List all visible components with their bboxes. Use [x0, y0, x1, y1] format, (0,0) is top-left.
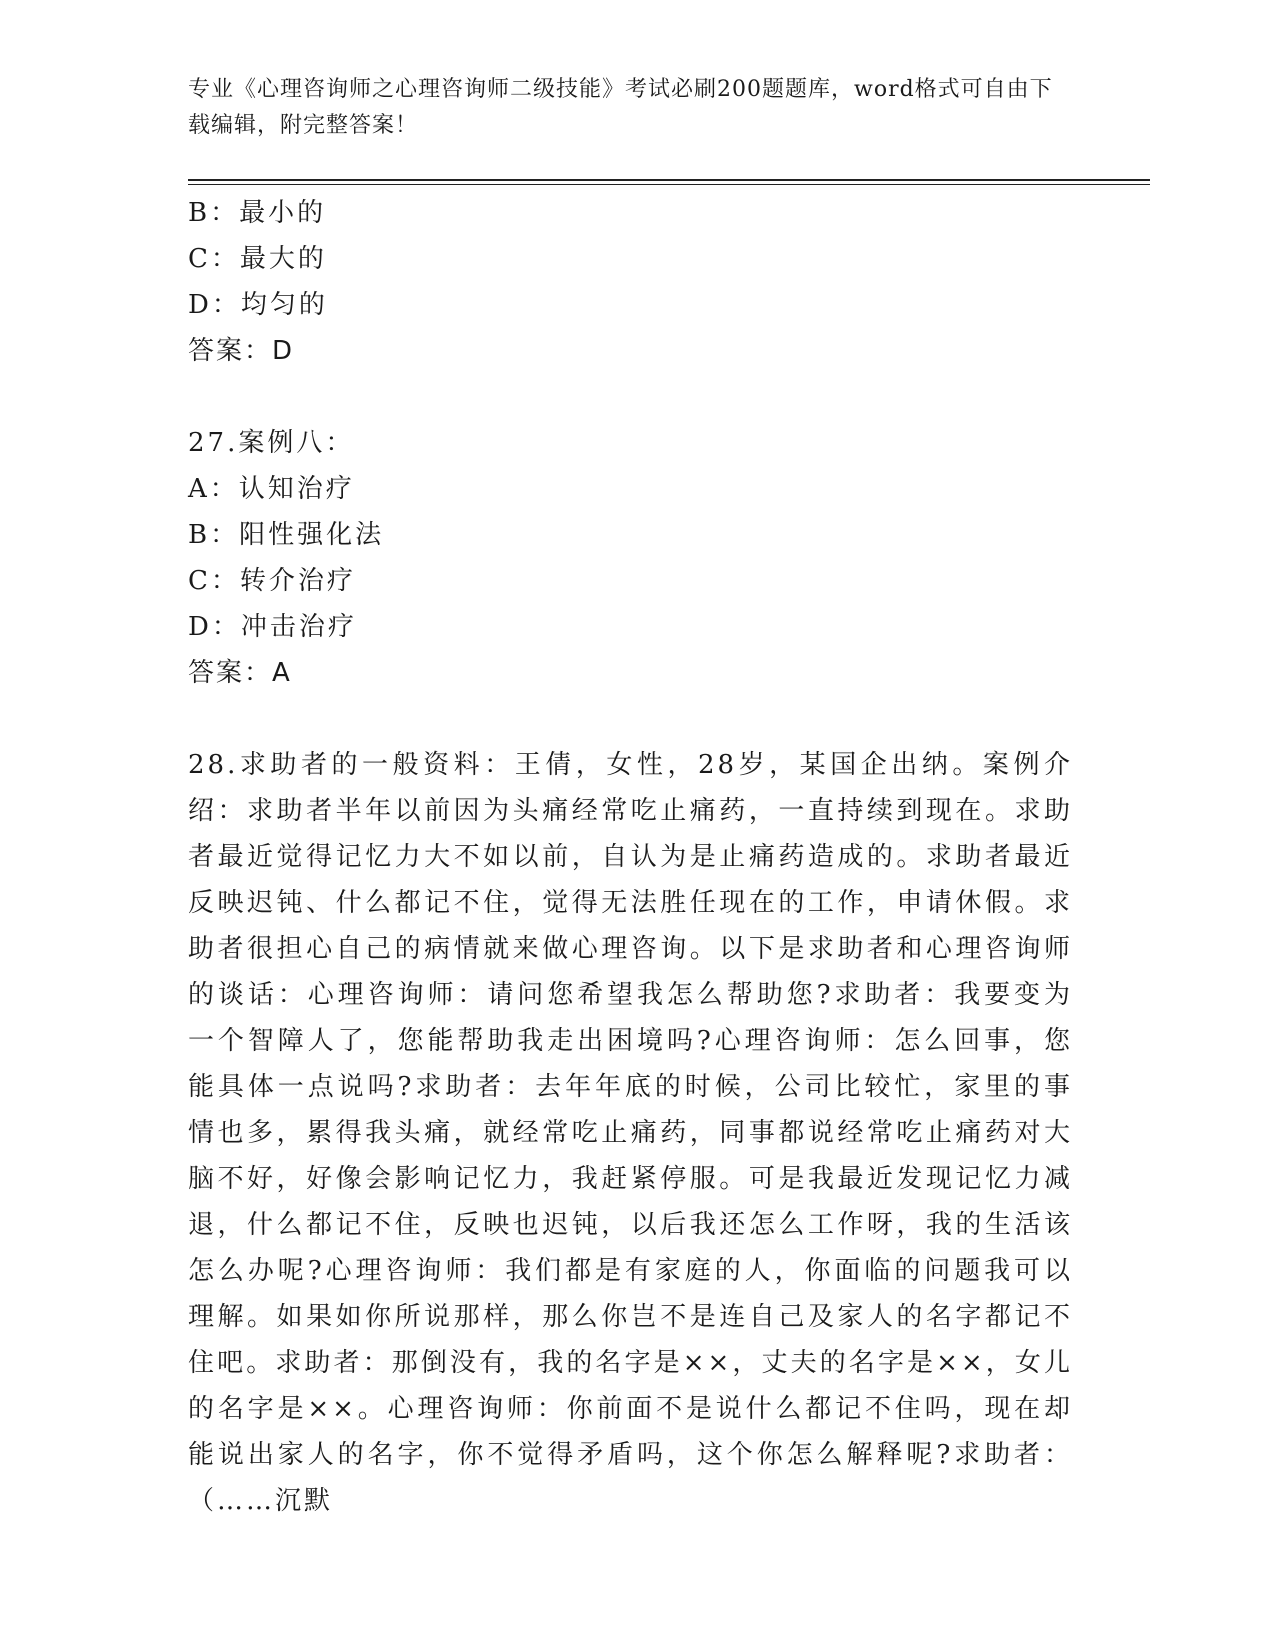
q27-option-c: C：转介治疗	[188, 566, 356, 596]
q26-answer: 答案：D	[188, 336, 295, 366]
spacer	[188, 696, 1078, 742]
q27-option-b: B：阳性强化法	[188, 520, 385, 550]
header-divider	[188, 179, 1150, 181]
q27-answer: 答案：A	[188, 658, 292, 688]
q27-stem: 27.案例八：	[188, 428, 355, 458]
q26-option-b: B：最小的	[188, 198, 327, 228]
document-body	[188, 190, 1078, 1524]
spacer	[188, 374, 1078, 420]
header-divider-thin	[188, 184, 1150, 185]
q27-option-d: D：冲击治疗	[188, 612, 357, 642]
q27-option-a: A：认知治疗	[188, 474, 355, 504]
page-header: 专业《心理咨询师之心理咨询师二级技能》考试必刷200题题库，word格式可自由下载编辑，附完整答案！	[188, 77, 1053, 138]
q28-stem: 28.求助者的一般资料：王倩，女性，28岁，某国企出纳。案例介绍：求助者半年以前因为头痛经常吃止痛药，一直持续到现在。求助者最近觉得记忆力大不如以前，自认为是止痛药造成的。求助者最近反映迟钝、什么都记不住，觉得无法胜任现在的工作，申请休假。求助者很担心自己的病情就来做心理咨询。以下是求助者和心理咨询师的谈话：心理咨询师：请问您希望我怎么帮助您?求助者：我要变为一个智障人了，您能帮助我走出困境吗?心理咨询师：怎么回事，您能具体一点说吗?求助者：去年年底的时候，公司比较忙，家里的事情也多，累得我头痛，就经常吃止痛药，同事都说经常吃止痛药对大脑不好，好像会影响记忆力，我赶紧停服。可是我最近发现记忆力减退，什么都记不住，反映也迟钝，以后我还怎么工作呀，我的生活该怎么办呢?心理咨询师：我们都是有家庭的人，你面临的问题我可以理解。如果如你所说那样，那么你岂不是连自己及家人的名字都记不住吧。求助者：那倒没有，我的名字是××，丈夫的名字是××，女儿的名字是××。心理咨询师：你前面不是说什么都记不住吗，现在却能说出家人的名字，你不觉得矛盾吗，这个你怎么解释呢?求助者：（……沉默	[188, 750, 1073, 1516]
q26-option-c: C：最大的	[188, 244, 327, 274]
q26-option-d: D：均匀的	[188, 290, 328, 320]
